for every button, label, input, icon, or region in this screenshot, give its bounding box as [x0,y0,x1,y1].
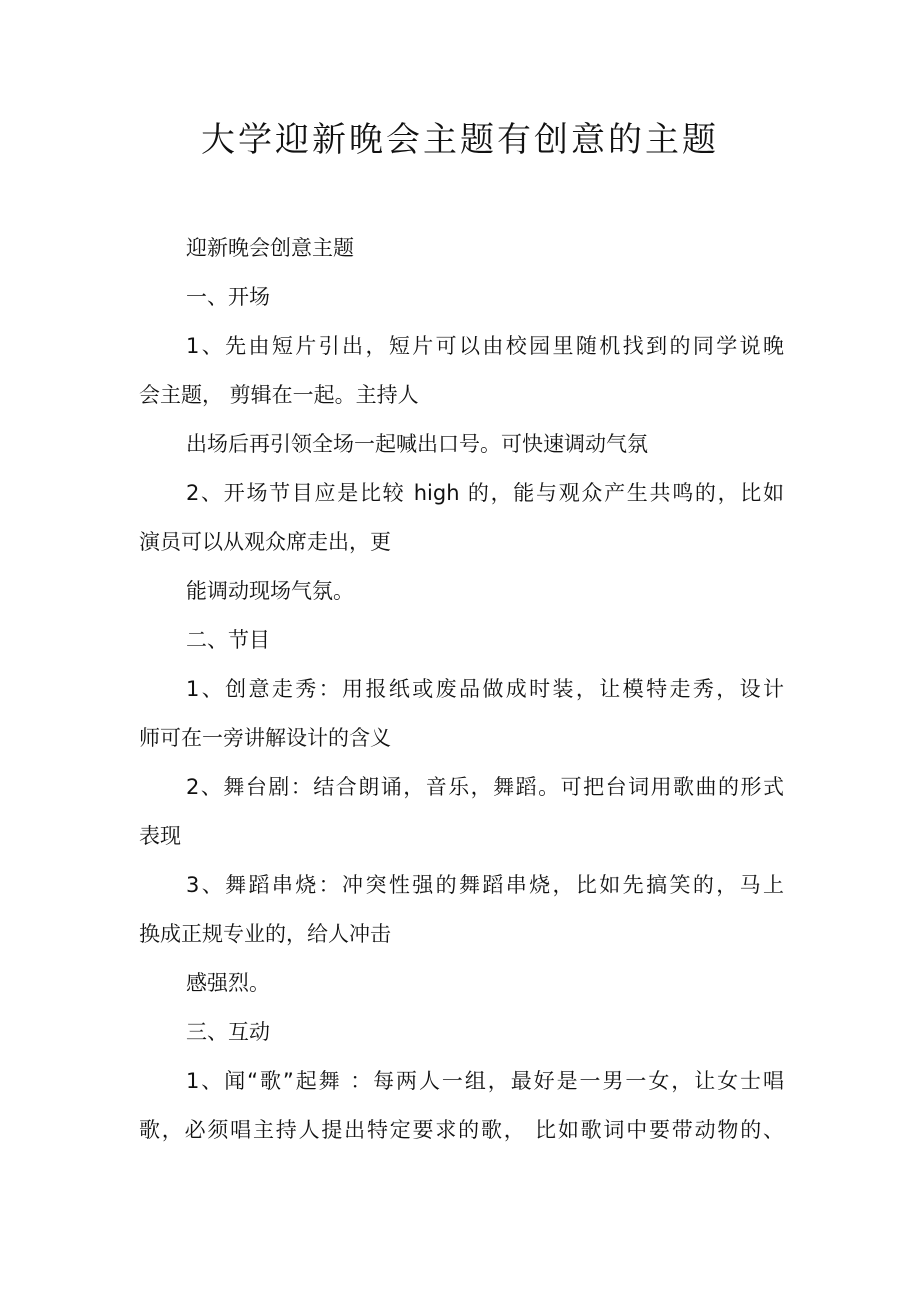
text-line: 一、开场 [186,285,270,309]
text-line: 迎新晚会创意主题 [186,236,354,260]
text-line: 2、开场节目应是比较 high 的，能与观众产生共鸣的，比如 [186,481,784,505]
text-line: 师可在一旁讲解设计的含义 [139,726,391,750]
text-line: 换成正规专业的，给人冲击 [139,922,391,946]
text-line: 表现 [139,824,181,848]
text-line: 歌，必须唱主持人提出特定要求的歌， 比如歌词中要带动物的、 [139,1118,784,1142]
text-line: 1、创意走秀：用报纸或废品做成时装，让模特走秀，设计 [186,677,784,701]
text-line: 1、先由短片引出，短片可以由校园里随机找到的同学说晚 [186,334,784,358]
text-line: 演员可以从观众席走出，更 [139,530,391,554]
text-line: 出场后再引领全场一起喊出口号。可快速调动气氛 [186,432,648,456]
text-line: 能调动现场气氛。 [186,579,354,603]
text-line: 感强烈。 [186,971,270,995]
text-line: 3、舞蹈串烧：冲突性强的舞蹈串烧，比如先搞笑的，马上 [186,873,784,897]
text-line: 会主题， 剪辑在一起。主持人 [139,383,419,407]
text-line: 三、互动 [186,1020,270,1044]
document-title: 大学迎新晚会主题有创意的主题 [201,120,719,160]
text-line: 二、节目 [186,628,270,652]
text-line: 2、舞台剧：结合朗诵，音乐，舞蹈。可把台词用歌曲的形式 [186,775,784,799]
document-body [139,224,784,1155]
text-line: 1、闻“歌”起舞 ：每两人一组，最好是一男一女，让女士唱 [186,1069,784,1093]
